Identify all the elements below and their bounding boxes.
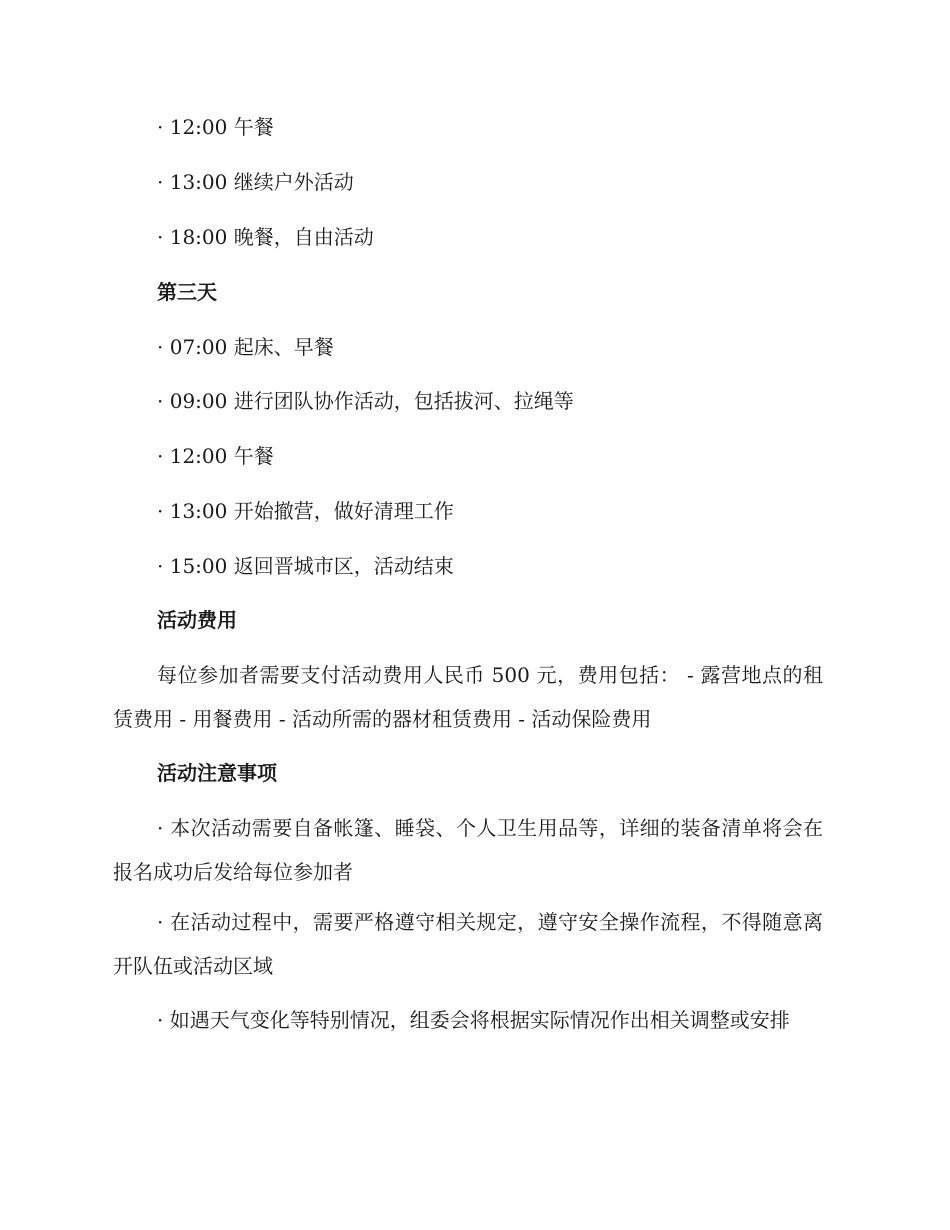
notes-item: · 本次活动需要自备帐篷、睡袋、个人卫生用品等，详细的装备清单将会在报名成功后发给每位参加者 (113, 816, 823, 884)
schedule-item: · 13:00 继续户外活动 (157, 170, 354, 194)
schedule-item: · 18:00 晚餐，自由活动 (157, 225, 374, 249)
schedule-item: · 15:00 返回晋城市区，活动结束 (157, 554, 454, 578)
fees-paragraph: 每位参加者需要支付活动费用人民币 500 元，费用包括： - 露营地点的租赁费用 - 用餐费用 - 活动所需的器材租赁费用 - 活动保险费用 (113, 663, 823, 731)
notes-item: · 在活动过程中，需要严格遵守相关规定，遵守安全操作流程，不得随意离开队伍或活动区域 (113, 910, 823, 978)
schedule-item: · 13:00 开始撤营，做好清理工作 (157, 499, 454, 523)
schedule-item: · 12:00 午餐 (157, 444, 274, 468)
section-heading-notes: 活动注意事项 (157, 761, 277, 785)
notes-item: · 如遇天气变化等特别情况，组委会将根据实际情况作出相关调整或安排 (157, 1008, 790, 1032)
section-heading-fees: 活动费用 (157, 608, 237, 632)
schedule-item: · 09:00 进行团队协作活动，包括拔河、拉绳等 (157, 389, 574, 413)
schedule-item: · 07:00 起床、早餐 (157, 335, 334, 359)
section-heading-day3: 第三天 (157, 280, 217, 304)
schedule-item: · 12:00 午餐 (157, 115, 274, 139)
